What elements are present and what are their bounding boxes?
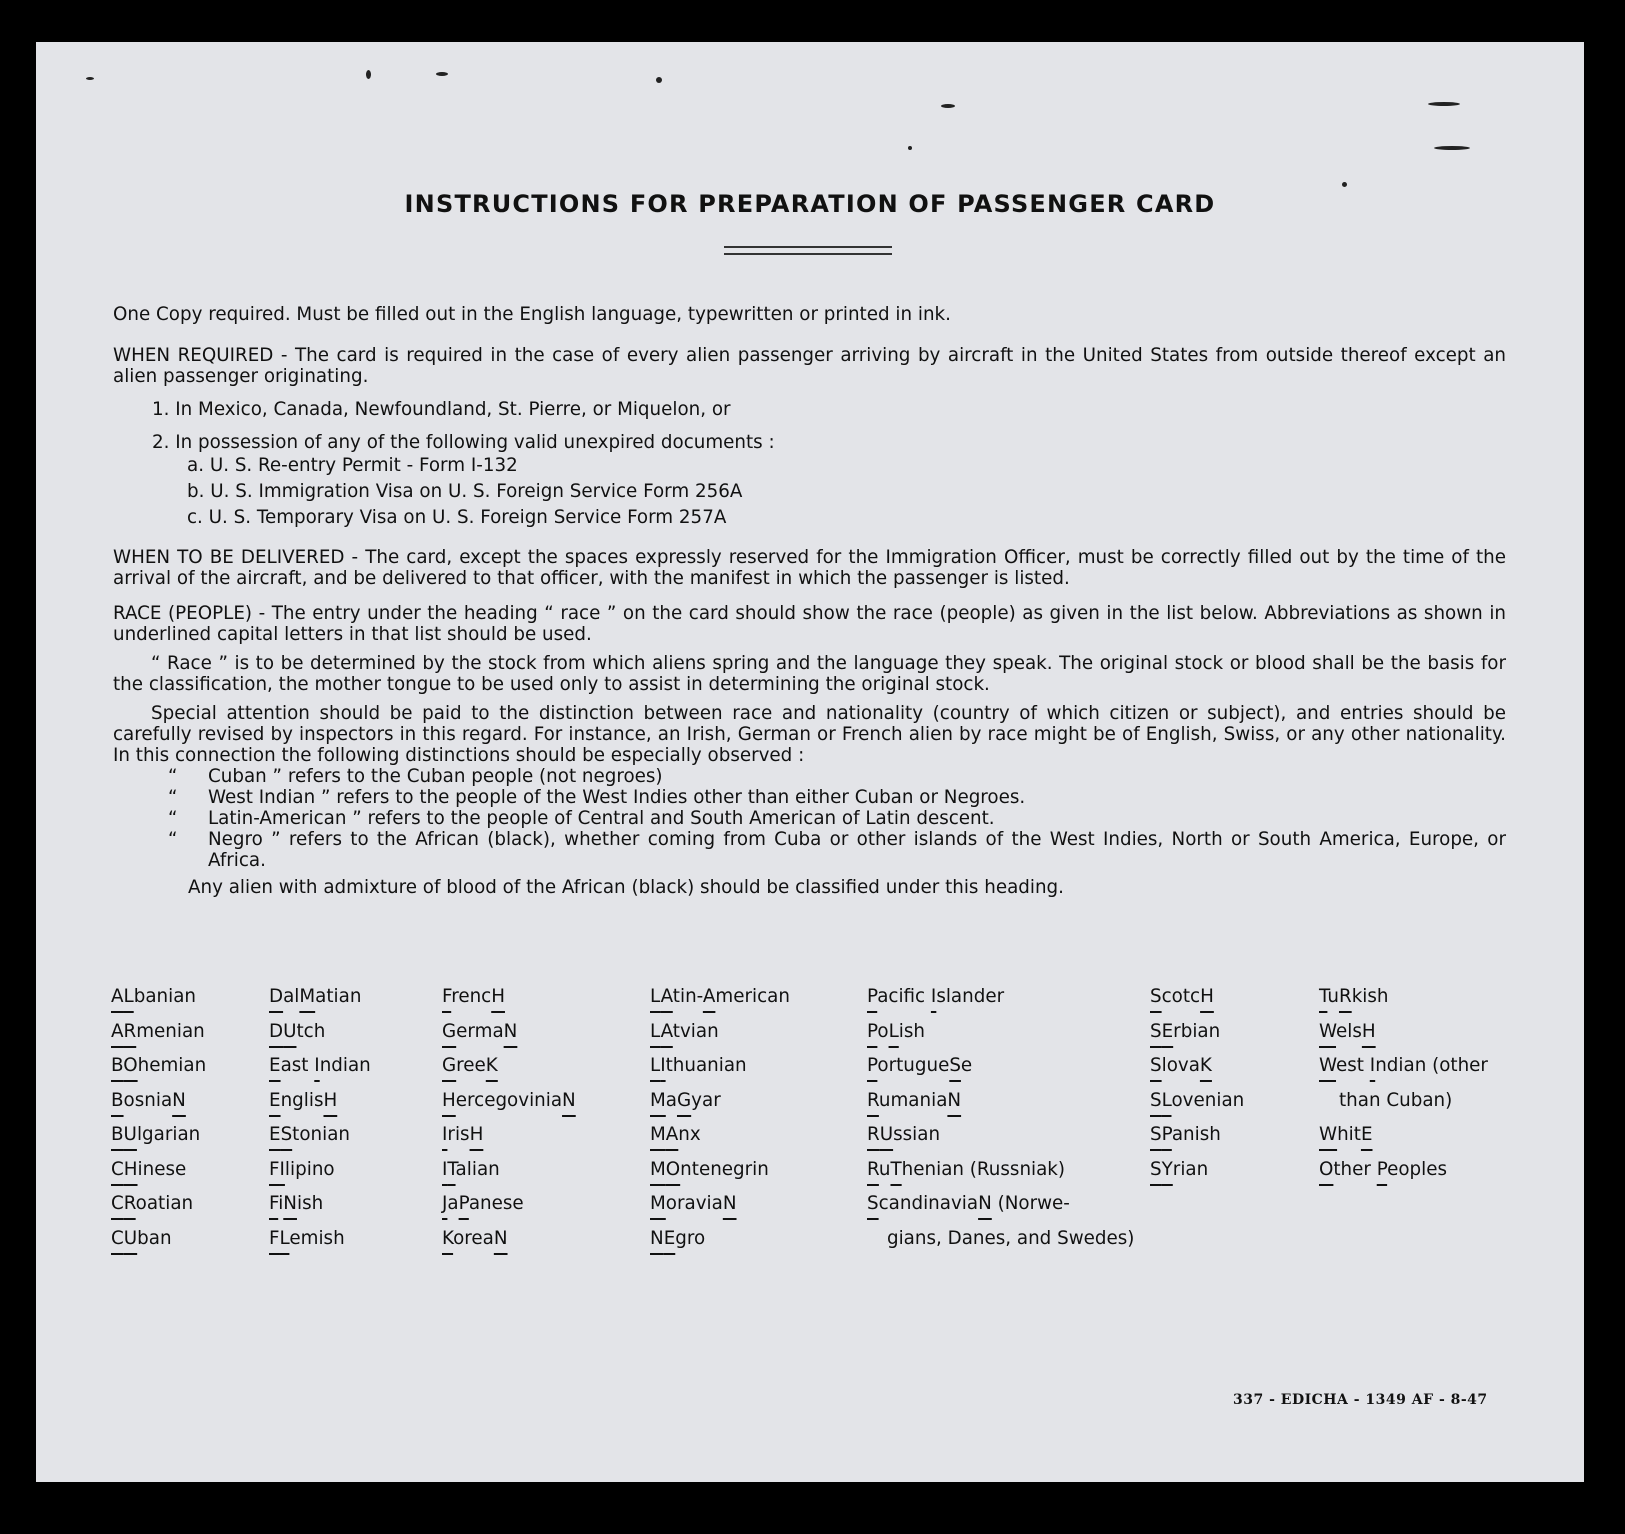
race-column-6 [1150,980,1244,1187]
admixture-note: Any alien with admixture of blood of the African (black) should be classified under this heading. [188,877,1064,898]
quote-mark: “ [168,808,178,829]
race-list-item: DUtch [269,1020,326,1042]
distinction-west-indian-text: West Indian ” refers to the people of the West Indies other than either Cuban or Negroes. [208,787,1026,808]
race-list-item: LAtin-American [650,986,790,1007]
race-column-3 [442,980,576,1256]
when-delivered-paragraph: WHEN TO BE DELIVERED - The card, except the spaces expressly reserved for the Immigration Officer, must be correctly filled out by the time of the arrival of the aircraft, and be delivered to that officer, with the manifest in which the passenger is listed. [113,547,1506,589]
scan-speck [366,70,371,79]
race-list-item: PortugueSe [867,1055,973,1076]
when-required-paragraph: WHEN REQUIRED - The card is required in the case of every alien passenger arriving by aircraft in the United States from outside thereof except an alien passenger originating. [113,345,1506,387]
race-list-item: ScandinaviaN (Norwe- [867,1193,1070,1214]
when-required-item-1: 1. In Mexico, Canada, Newfoundland, St. Pierre, or Miquelon, or [152,399,731,420]
document-item-b: b. U. S. Immigration Visa on U. S. Foreign Service Form 256A [187,481,743,502]
distinction-negro [113,829,1506,871]
race-list-item: IrisH [442,1124,484,1145]
race-list-item: SErbian [1150,1020,1221,1042]
race-list-item: EnglisH [269,1089,338,1111]
race-list-item: West Indian (other [1319,1055,1488,1076]
race-column-4 [650,980,790,1256]
intro-paragraph: One Copy required. Must be filled out in the English language, typewritten or printed in ink. [113,304,951,325]
race-list-item: than Cuban) [1339,1089,1453,1111]
race-list-item: SYrian [1150,1158,1209,1180]
distinction-cuban [113,766,1506,787]
race-list-item: ARmenian [111,1020,205,1042]
race-list-item: KoreaN [442,1227,508,1249]
quote-mark: “ [168,787,178,808]
race-list-item: GermaN [442,1020,518,1042]
race-list-item: CRoatian [111,1193,194,1214]
race-paragraph-3: Special attention should be paid to the distinction between race and nationality (country of which citizen or subject), and entries should be carefully revised by inspectors in this regard. For instance, an Irish, German or French alien by race might be of English, Swiss, or any other nationality. In this connection the following distinctions should be especially observed : [113,703,1506,766]
race-column-5 [867,980,1134,1256]
race-list-item: WelsH [1319,1020,1376,1042]
race-list-item: EStonian [269,1124,351,1145]
race-list-item: DalMatian [269,986,362,1007]
distinction-cuban-text: Cuban ” refers to the Cuban people (not negroes) [208,766,663,787]
race-list-item: FIlipino [269,1158,335,1180]
race-column-2 [269,980,371,1256]
race-list-item: Pacific Islander [867,986,1005,1007]
race-paragraph-2: “ Race ” is to be determined by the stock from which aliens spring and the language they speak. The original stock or blood shall be the basis for the classification, the mother tongue to be used only to assist in determining the original stock. [113,653,1506,695]
race-list-item: RuThenian (Russniak) [867,1158,1066,1180]
race-list-item: FiNish [269,1193,324,1214]
race-list-item: gians, Danes, and Swedes) [887,1227,1135,1249]
race-list-item: East Indian [269,1055,371,1076]
instructions-body [113,304,1506,898]
scan-speck [1428,102,1460,106]
race-list-item: MOntenegrin [650,1158,769,1180]
document-item-c: c. U. S. Temporary Visa on U. S. Foreign Service Form 257A [187,507,727,528]
race-list-item: ITalian [442,1158,500,1180]
document-page [36,42,1584,1482]
title-rule-bottom [724,253,892,255]
race-list-item: TuRkish [1319,986,1389,1007]
scan-speck [86,77,94,80]
scan-speck [1434,146,1470,150]
distinction-negro-text: Negro ” refers to the African (black), whether coming from Cuba or other islands of the West Indies, North or South America, Europe, or Africa. [208,829,1506,871]
distinction-latin-american-text: Latin-American ” refers to the people of Central and South American of Latin descent. [208,808,995,829]
race-list-item: CHinese [111,1158,187,1180]
scan-speck [1342,182,1347,187]
race-list-item: JaPanese [442,1193,524,1214]
race-list-item: BosniaN [111,1089,186,1111]
race-list-item: GreeK [442,1055,498,1076]
scan-speck [908,146,912,150]
race-list-item: CUban [111,1227,172,1249]
scan-speck [436,72,448,76]
title-rule-top [724,246,892,248]
race-list-item: RUssian [867,1124,941,1145]
race-list-item: FrencH [442,986,505,1007]
race-list-item: SPanish [1150,1124,1221,1145]
race-list [111,980,1511,1260]
quote-mark: “ [168,766,178,787]
race-list-item: BUlgarian [111,1124,201,1145]
race-column-1 [111,980,206,1256]
document-item-a: a. U. S. Re-entry Permit - Form I-132 [187,455,518,476]
race-list-item: MAnx [650,1124,701,1145]
quote-mark: “ [168,829,178,850]
race-list-item: NEgro [650,1227,706,1249]
race-list-item: WhitE [1319,1124,1373,1145]
race-paragraph-1: RACE (PEOPLE) - The entry under the heading “ race ” on the card should show the race (people) as given in the list below. Abbreviations as shown in underlined capital letters in that list should be used. [113,603,1506,645]
race-list-item: SLovenian [1150,1089,1245,1111]
race-list-item: ScotcH [1150,986,1214,1007]
race-list-item: PoLish [867,1020,925,1042]
race-list-item: LAtvian [650,1020,719,1042]
race-list-item: Other Peoples [1319,1158,1447,1180]
scan-speck [656,77,662,83]
race-list-item: ALbanian [111,986,196,1007]
race-list-item: RumaniaN [867,1089,962,1111]
distinction-west-indian [113,787,1506,808]
race-column-7 [1319,980,1488,1187]
scan-speck [941,104,955,108]
page-title: INSTRUCTIONS FOR PREPARATION OF PASSENGER CARD [404,190,1216,218]
race-list-item: FLemish [269,1227,345,1249]
race-list-item: LIthuanian [650,1055,747,1076]
race-list-item: MoraviaN [650,1193,737,1214]
when-required-item-2: 2. In possession of any of the following valid unexpired documents : [152,432,775,453]
race-list-item: BOhemian [111,1055,207,1076]
race-list-item: MaGyar [650,1089,721,1111]
distinction-latin-american [113,808,1506,829]
race-list-item: HercegoviniaN [442,1089,576,1111]
form-number: 337 - EDICHA - 1349 AF - 8-47 [1233,1392,1488,1408]
race-list-item: SlovaK [1150,1055,1212,1076]
